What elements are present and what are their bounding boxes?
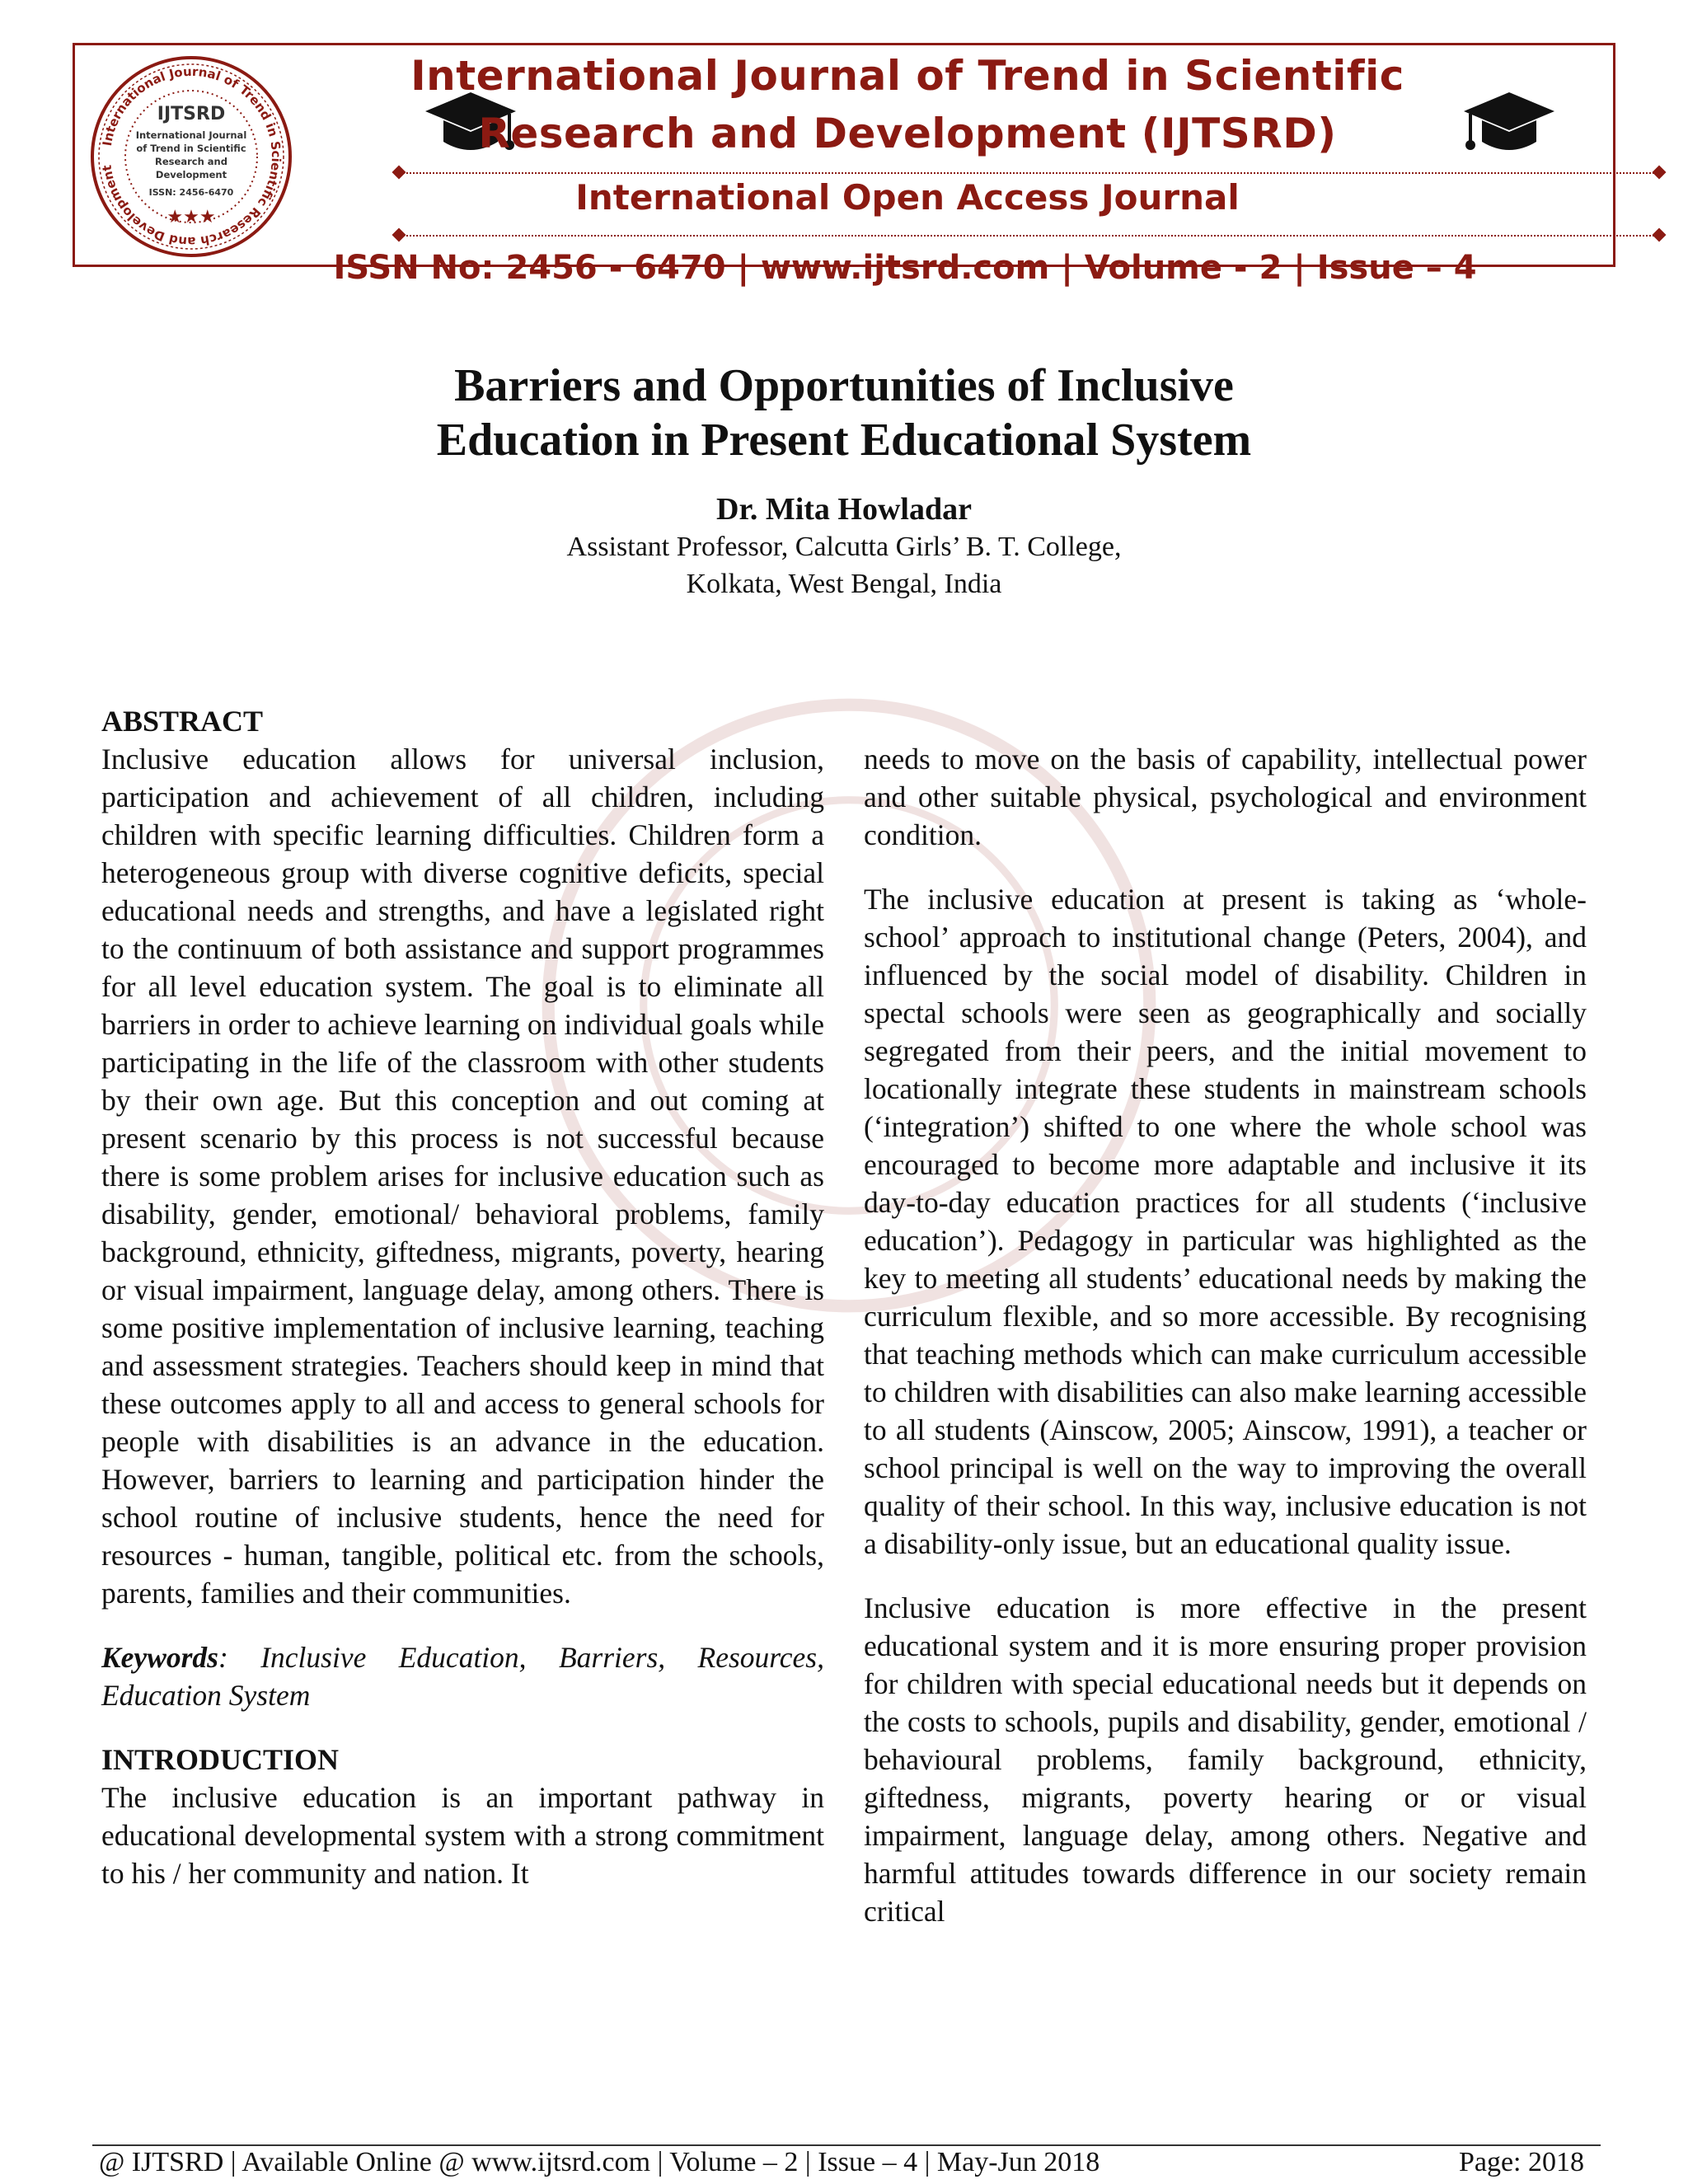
author-name: Dr. Mita Howladar (716, 492, 972, 527)
svg-text:★★★: ★★★ (166, 207, 216, 227)
svg-text:International Journal: International Journal (135, 129, 247, 141)
svg-text:Development: Development (155, 169, 227, 180)
journal-seal-logo (88, 54, 294, 260)
svg-text:IJTSRD: IJTSRD (157, 104, 226, 124)
journal-title-line1: International Journal of Trend in Scientific (410, 52, 1404, 100)
abstract-heading: ABSTRACT (101, 705, 264, 738)
issn-volume-line: ISSN No: 2456 - 6470 | www.ijtsrd.com | Volume - 2 | Issue – 4 (333, 249, 1477, 287)
svg-text:ISSN: 2456-6470: ISSN: 2456-6470 (148, 187, 234, 198)
paper-title-line1: Barriers and Opportunities of Inclusive (454, 360, 1234, 411)
header-divider (401, 172, 1658, 174)
header-divider (401, 235, 1658, 237)
keywords (101, 1638, 824, 1714)
page-number: Page: 2018 (1458, 2147, 1584, 2177)
svg-text:of Trend in Scientific: of Trend in Scientific (136, 143, 246, 154)
abstract-text: Inclusive education allows for universal inclusion, participation and achievement of all children, including children with specific learning difficulties. Children form a heterogeneous group with diverse cognitive deficits, special educational needs and strengths, and have a legislated right to the continuum of both assistance and support programmes for all level education system. The goal is to eliminate all barriers in order to achieve learning on individual goals while participating in the life of the classroom with other students by their own age. But this conception and out coming at present scenario by this process is not successful because there is some problem arises for inclusive education such as disability, gender, emotional/ behavioral problems, family background, ethnicity, giftedness, migrants, poverty, hearing or visual impairment, language delay, among others. There is some positive implementation of inclusive learning, teaching and assessment strategies. Teachers should keep in mind that these outcomes apply to all and access to general schools for people with disabilities is an advance in the education. However, barriers to learning and participation hinder the school routine of inclusive students, hence the need for resources - human, tangible, political etc. from the schools, parents, families and their communities. (101, 743, 824, 1610)
author-affiliation-line2: Kolkata, West Bengal, India (686, 569, 1002, 599)
svg-text:International Journal of Trend: International Journal of Trend in Scientific Research and Development (99, 63, 284, 250)
paper-title-line2: Education in Present Educational System (436, 415, 1252, 466)
right-paragraph-2: The inclusive education at present is taking as ‘whole-school’ approach to institutional change (Peters, 2004), and influenced by the social model of disability. Children in spectal schools were seen as geographically and socially segregated from their peers, and the initial movement to locationally integrate these students in mainstream schools (‘integration’) shifted to one where the whole school was encouraged to become more adaptable and inclusive it its day-to-day education practices for all students (‘inclusive education’). Pedagogy in particular was highlighted as the key to meeting all students’ educational needs by making the curriculum flexible, and so more accessible. By recognising that teaching methods which can make curriculum accessible to children with disabilities can also make learning accessible to all students (Ainscow, 2005; Ainscow, 1991), a teacher or school principal is well on the way to improving the overall quality of their school. In this way, inclusive education is not a disability-only issue, but an educational quality issue. (864, 883, 1587, 1560)
introduction-heading: INTRODUCTION (101, 1743, 340, 1776)
keywords-label: Keywords (101, 1641, 218, 1674)
right-paragraph-3: Inclusive education is more effective in the present educational system and it is more ensuring proper provision for children with special educational needs but it depends on the costs to schools, pupils and disability, gender, emotional / behavioural problems, family background, ethnicity, giftedness, migrants, poverty hearing or or visual impairment, language delay, among others. Negative and harmful attitudes towards difference in our society remain critical (864, 1591, 1587, 1928)
introduction-text: The inclusive education is an important pathway in educational developmental system with a strong commitment to his / her community and nation. It (101, 1781, 824, 1890)
left-column (101, 702, 824, 1892)
right-paragraph-1: needs to move on the basis of capability, intellectual power and other suitable physical, psychological and environment condition. (864, 743, 1587, 851)
right-column (864, 740, 1587, 1930)
paper-title (0, 359, 1688, 467)
footer-divider (92, 2144, 1601, 2146)
svg-text:Research and: Research and (155, 156, 227, 167)
keywords-text: : Inclusive Education, Barriers, Resources, Education System (101, 1641, 824, 1712)
journal-title-line2: Research and Development (IJTSRD) (478, 110, 1337, 157)
open-access-label: International Open Access Journal (575, 177, 1240, 218)
journal-banner (73, 43, 1615, 267)
footer-citation: @ IJTSRD | Available Online @ www.ijtsrd.com | Volume – 2 | Issue – 4 | May-Jun 2018 (99, 2147, 1100, 2177)
author-affiliation-line1: Assistant Professor, Calcutta Girls’ B. T. College, (566, 532, 1122, 562)
